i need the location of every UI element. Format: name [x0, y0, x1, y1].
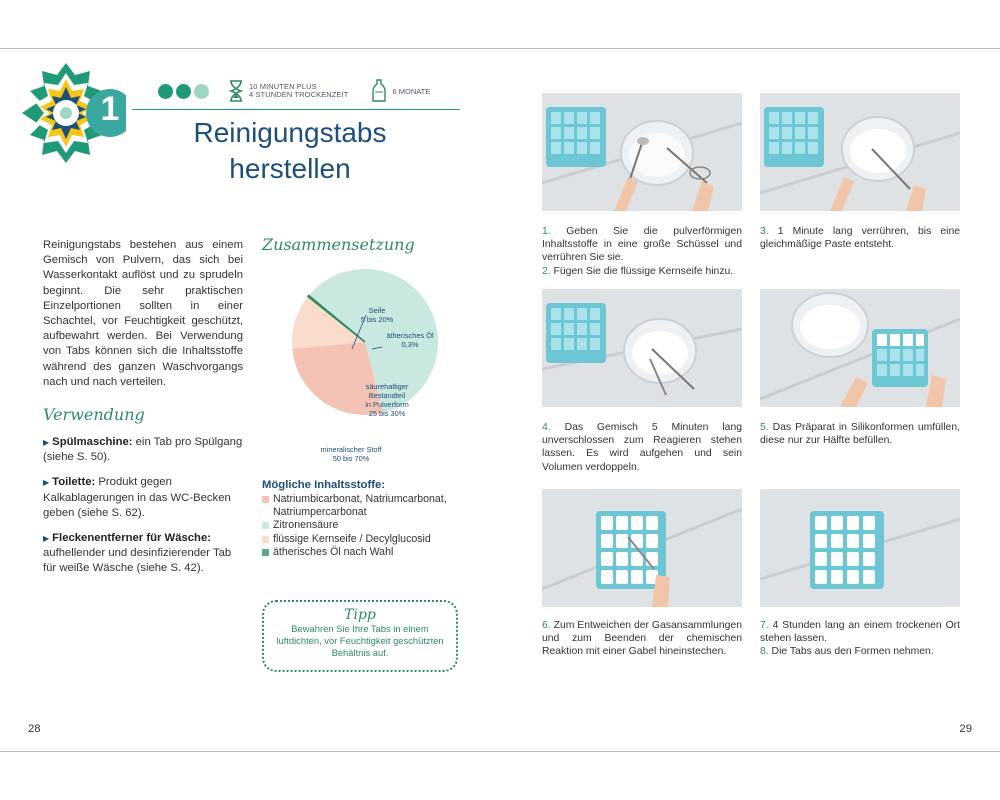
recipe-number: 1 — [100, 90, 120, 128]
triangle-bullet-icon: ▶ — [43, 478, 50, 488]
step-photo-2 — [760, 93, 960, 211]
intro-text: Reinigungstabs bestehen aus einem Gemisch von Pulvern, das sich bei Wasserkontakt auflöst und zu sprudeln beginnt. Die sehr praktischen Einzelportionen sollten in einer Schachtel, vor Feuchtigkeit geschützt, aufbewahrt werden. Bei Verwendung von Tabs können sich die Inhaltsstoffe während des ganzen Waschvorgangs nach und nach verteilen. — [43, 239, 243, 388]
recipe-meta — [158, 79, 430, 103]
shelf-life: 6 MONATE — [392, 86, 431, 96]
ingredients-list — [262, 493, 482, 559]
page-title: Reinigungstabs herstellen — [193, 117, 387, 184]
ingredient-item: Zitronensäure — [262, 519, 482, 532]
step-photo-6 — [760, 489, 960, 607]
book-spread — [0, 48, 1000, 752]
step-caption: 1. Geben Sie die pulverförmigen Inhaltsstoffe in eine große Schüssel und verrühren Sie sie. 2. Fügen Sie die flüssige Kernseife hinzu. — [542, 226, 742, 277]
usage-item: ▶ Toilette: Produkt gegen Kalkablagerungen in das WC-Becken geben (siehe S. 62). — [43, 476, 231, 519]
step-photo-1 — [542, 93, 742, 211]
usage-item: ▶ Fleckenentferner für Wäsche: aufhellender und desinfizierender Tab für weiße Wäsche (siehe S. 42). — [43, 532, 232, 575]
difficulty-dot — [158, 84, 173, 99]
usage-item: ▶ Spülmaschine: ein Tab pro Spülgang (siehe S. 50). — [43, 436, 243, 464]
usage-list — [43, 435, 245, 587]
triangle-bullet-icon: ▶ — [43, 438, 50, 447]
step-photo-5 — [542, 489, 742, 607]
legend-swatch — [262, 496, 269, 503]
left-page — [0, 49, 500, 751]
title-rule — [132, 109, 460, 110]
composition-heading: Zusammensetzung — [262, 235, 415, 254]
right-page — [500, 49, 1000, 751]
step-caption: 7. 4 Stunden lang an einem trockenen Ort stehen lassen. 8. Die Tabs aus den Formen nehmen. — [760, 620, 960, 658]
step-caption: 5. Das Präparat in Silikonformen umfüllen, diese nur zur Hälfte befüllen. — [760, 422, 960, 447]
difficulty-dot — [194, 84, 209, 99]
ingredient-item: flüssige Kernseife / Decylglucosid — [262, 533, 482, 546]
step-caption: 6. Zum Entweichen der Gasansammlungen und zum Beenden der chemischen Reaktion mit einer Gabel hineinstechen. — [542, 620, 742, 658]
ingredients-heading: Mögliche Inhaltsstoffe: — [262, 479, 386, 491]
step-photo-3 — [542, 289, 742, 407]
pie-label-oel: ätherisches Öl 0,3% — [386, 331, 434, 349]
difficulty-dot — [176, 84, 191, 99]
ingredient-item: Natriumbicarbonat, Natriumcarbonat, Natriumpercarbonat — [262, 493, 482, 519]
triangle-bullet-icon: ▶ — [43, 534, 50, 544]
hourglass-icon — [229, 80, 243, 102]
legend-swatch — [262, 549, 269, 556]
page-number-left: 28 — [28, 723, 41, 735]
page-number-right: 29 — [959, 723, 972, 735]
step-photo-4 — [760, 289, 960, 407]
prep-time: 10 MINUTEN PLUS 4 STUNDEN TROCKENZEIT — [249, 81, 349, 99]
pie-label-mineral: mineralischer Stoff 50 bis 70% — [320, 445, 382, 463]
tip-heading: Tipp — [344, 607, 376, 623]
difficulty-rating — [158, 84, 209, 99]
ingredient-item: ätherisches Öl nach Wahl — [262, 546, 482, 559]
pie-label-seife: Seife 5 bis 20% — [360, 306, 394, 324]
pie-label-acid: säurehaltiger Bestandteil in Pulverform 25 bis 30% — [365, 382, 409, 418]
tip-box — [262, 600, 458, 672]
tip-text: Bewahren Sie Ihre Tabs in einem luftdichten, vor Feuchtigkeit geschützten Behältnis auf. — [276, 623, 444, 658]
legend-swatch — [262, 522, 269, 529]
bottle-icon — [372, 79, 386, 103]
step-caption: 3. 1 Minute lang verrühren, bis eine gleichmäßige Paste entsteht. — [760, 226, 960, 251]
legend-swatch — [262, 536, 269, 543]
usage-heading: Verwendung — [43, 405, 145, 424]
step-caption: 4. Das Gemisch 5 Minuten lang unverschlossen zum Reagieren stehen lassen. Es wird aufgehen und sein Volumen verdoppeln. — [542, 422, 742, 473]
